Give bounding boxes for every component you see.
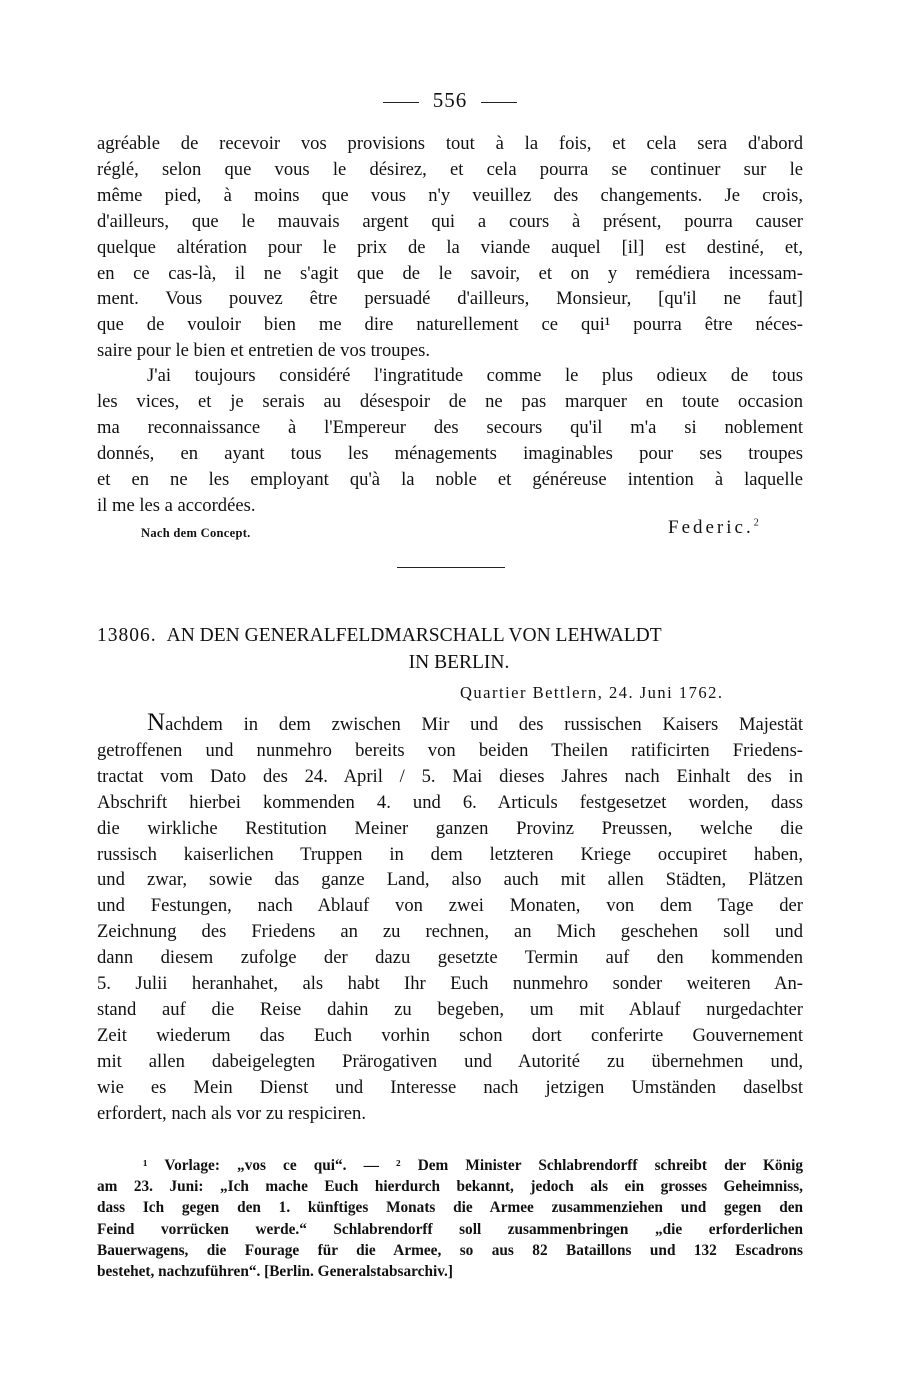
footnote-line: bestehet, nachzuführen“. [Berlin. Generalstabsarchiv.]	[97, 1263, 453, 1281]
footnote-line: Bauerwagens, die Fourage für die Armee, so aus 82 Bataillons und 132 Escadrons	[97, 1241, 803, 1259]
place-date: Quartier Bettlern, 24. Juni 1762.	[460, 683, 724, 702]
text-line: en ce cas-là, il ne s'agit que de le savoir, et on y remédiera incessam-	[97, 262, 803, 284]
paragraph-gratitude	[97, 363, 803, 518]
text-line: d'ailleurs, que le mauvais argent qui a cours à présent, pourra causer	[97, 210, 803, 232]
text-line: même pied, à moins que vous n'y veuillez des changements. Je crois,	[97, 184, 803, 206]
text-line: Zeichnung des Friedens an zu rechnen, an Mich geschehen soll und	[97, 921, 803, 943]
text-line: Abschrift hierbei kommenden 4. und 6. Articuls festgesetzet worden, dass	[97, 791, 803, 813]
text-line: agréable de recevoir vos provisions tout à la fois, et cela sera d'abord	[97, 133, 803, 154]
letter-heading	[97, 622, 803, 676]
text-line: ma reconnaissance à l'Empereur des secours qu'il m'a si noblement	[97, 416, 803, 438]
text-line: que de vouloir bien me dire naturellement ce qui¹ pourra être néces-	[97, 314, 803, 336]
signature	[668, 517, 759, 539]
text-line: stand auf die Reise dahin zu begeben, um mit Ablauf nurgedachter	[97, 998, 803, 1020]
text-line: wie es Mein Dienst und Interesse nach jetzigen Umständen daselbst	[97, 1076, 803, 1098]
text-line: und zwar, sowie das ganze Land, also auch mit allen Städten, Plätzen	[97, 869, 803, 891]
text-line: 5. Julii heranhahet, als habt Ihr Euch nunmehro sonder weiteren An-	[97, 973, 803, 995]
text-line: mit allen dabeigelegten Prärogativen und Autorité zu übernehmen und,	[97, 1050, 803, 1072]
text-line: saire pour le bien et entretien de vos troupes.	[97, 340, 431, 362]
text-line: erfordert, nach als vor zu respiciren.	[97, 1102, 366, 1124]
text-line: il me les a accordées.	[97, 494, 256, 516]
letter-body	[97, 710, 803, 1127]
footnote-marker: 2	[753, 517, 759, 529]
footnote-line: ¹ Vorlage: „vos ce qui“. — ² Dem Minister Schlabrendorff schreibt der König	[143, 1157, 803, 1174]
footnote-line: Feind vorrücken werde.“ Schlabrendorff soll zusammenbringen „die erforderlichen	[97, 1220, 803, 1238]
footnotes	[97, 1155, 803, 1282]
signature-text: Federic.	[668, 517, 754, 538]
text-line: et en ne les employant qu'à la noble et généreuse intention à laquelle	[97, 468, 803, 490]
section-divider	[397, 567, 505, 568]
text-line: les vices, et je serais au désespoir de ne pas marquer en toute occasion	[97, 390, 803, 412]
text-line	[97, 710, 803, 738]
header-dash-left	[383, 102, 419, 103]
text-line: réglé, selon que vous le désirez, et cela pourra se continuer sur le	[97, 158, 803, 180]
letter-number: 13806.	[97, 625, 157, 646]
text-line: donnés, en ayant tous les ménagements imaginables pour ses troupes	[97, 442, 803, 464]
text-line: russisch kaiserlichen Truppen in dem letzteren Kriege occupiret haben,	[97, 843, 803, 865]
text-line: Zeit wiederum das Euch vorhin schon dort conferirte Gouvernement	[97, 1024, 803, 1046]
footnote-line: dass Ich gegen den 1. künftiges Monats die Armee zusammenziehen und gegen den	[97, 1199, 803, 1217]
initial-letter: N	[147, 709, 166, 736]
first-line-text: achdem in dem zwischen Mir und des russischen Kaisers Majestät	[165, 714, 803, 735]
text-line: tractat vom Dato des 24. April / 5. Mai dieses Jahres nach Einhalt des in	[97, 765, 803, 787]
heading-line-1	[97, 622, 803, 649]
text-line: J'ai toujours considéré l'ingratitude comme le plus odieux de tous	[147, 365, 803, 386]
heading-recipient: AN DEN GENERALFELDMARSCHALL VON LEHWALDT	[166, 625, 662, 646]
page-header	[0, 88, 900, 113]
header-dash-right	[481, 102, 517, 103]
text-line: die wirkliche Restitution Meiner ganzen Provinz Preussen, welche die	[97, 817, 803, 839]
text-line: quelque altération pour le prix de la viande auquel [il] est destiné, et,	[97, 236, 803, 258]
source-note: Nach dem Concept.	[141, 526, 251, 540]
heading-line-2: IN BERLIN.	[408, 652, 510, 673]
footnote-line: am 23. Juni: „Ich mache Euch hierdurch bekannt, jedoch als ein grosses Geheimniss,	[97, 1178, 803, 1196]
text-line: dann diesem zufolge der dazu gesetzte Termin auf den kommenden	[97, 947, 803, 969]
text-line: und Festungen, nach Ablauf von zwei Monaten, von dem Tage der	[97, 895, 803, 917]
paragraph-continuation	[97, 131, 803, 364]
page-number: 556	[432, 88, 468, 112]
text-line: ment. Vous pouvez être persuadé d'ailleurs, Monsieur, [qu'il ne faut]	[97, 288, 803, 310]
text-line: getroffenen und nunmehro bereits von beiden Theilen ratificirten Friedens-	[97, 739, 803, 761]
